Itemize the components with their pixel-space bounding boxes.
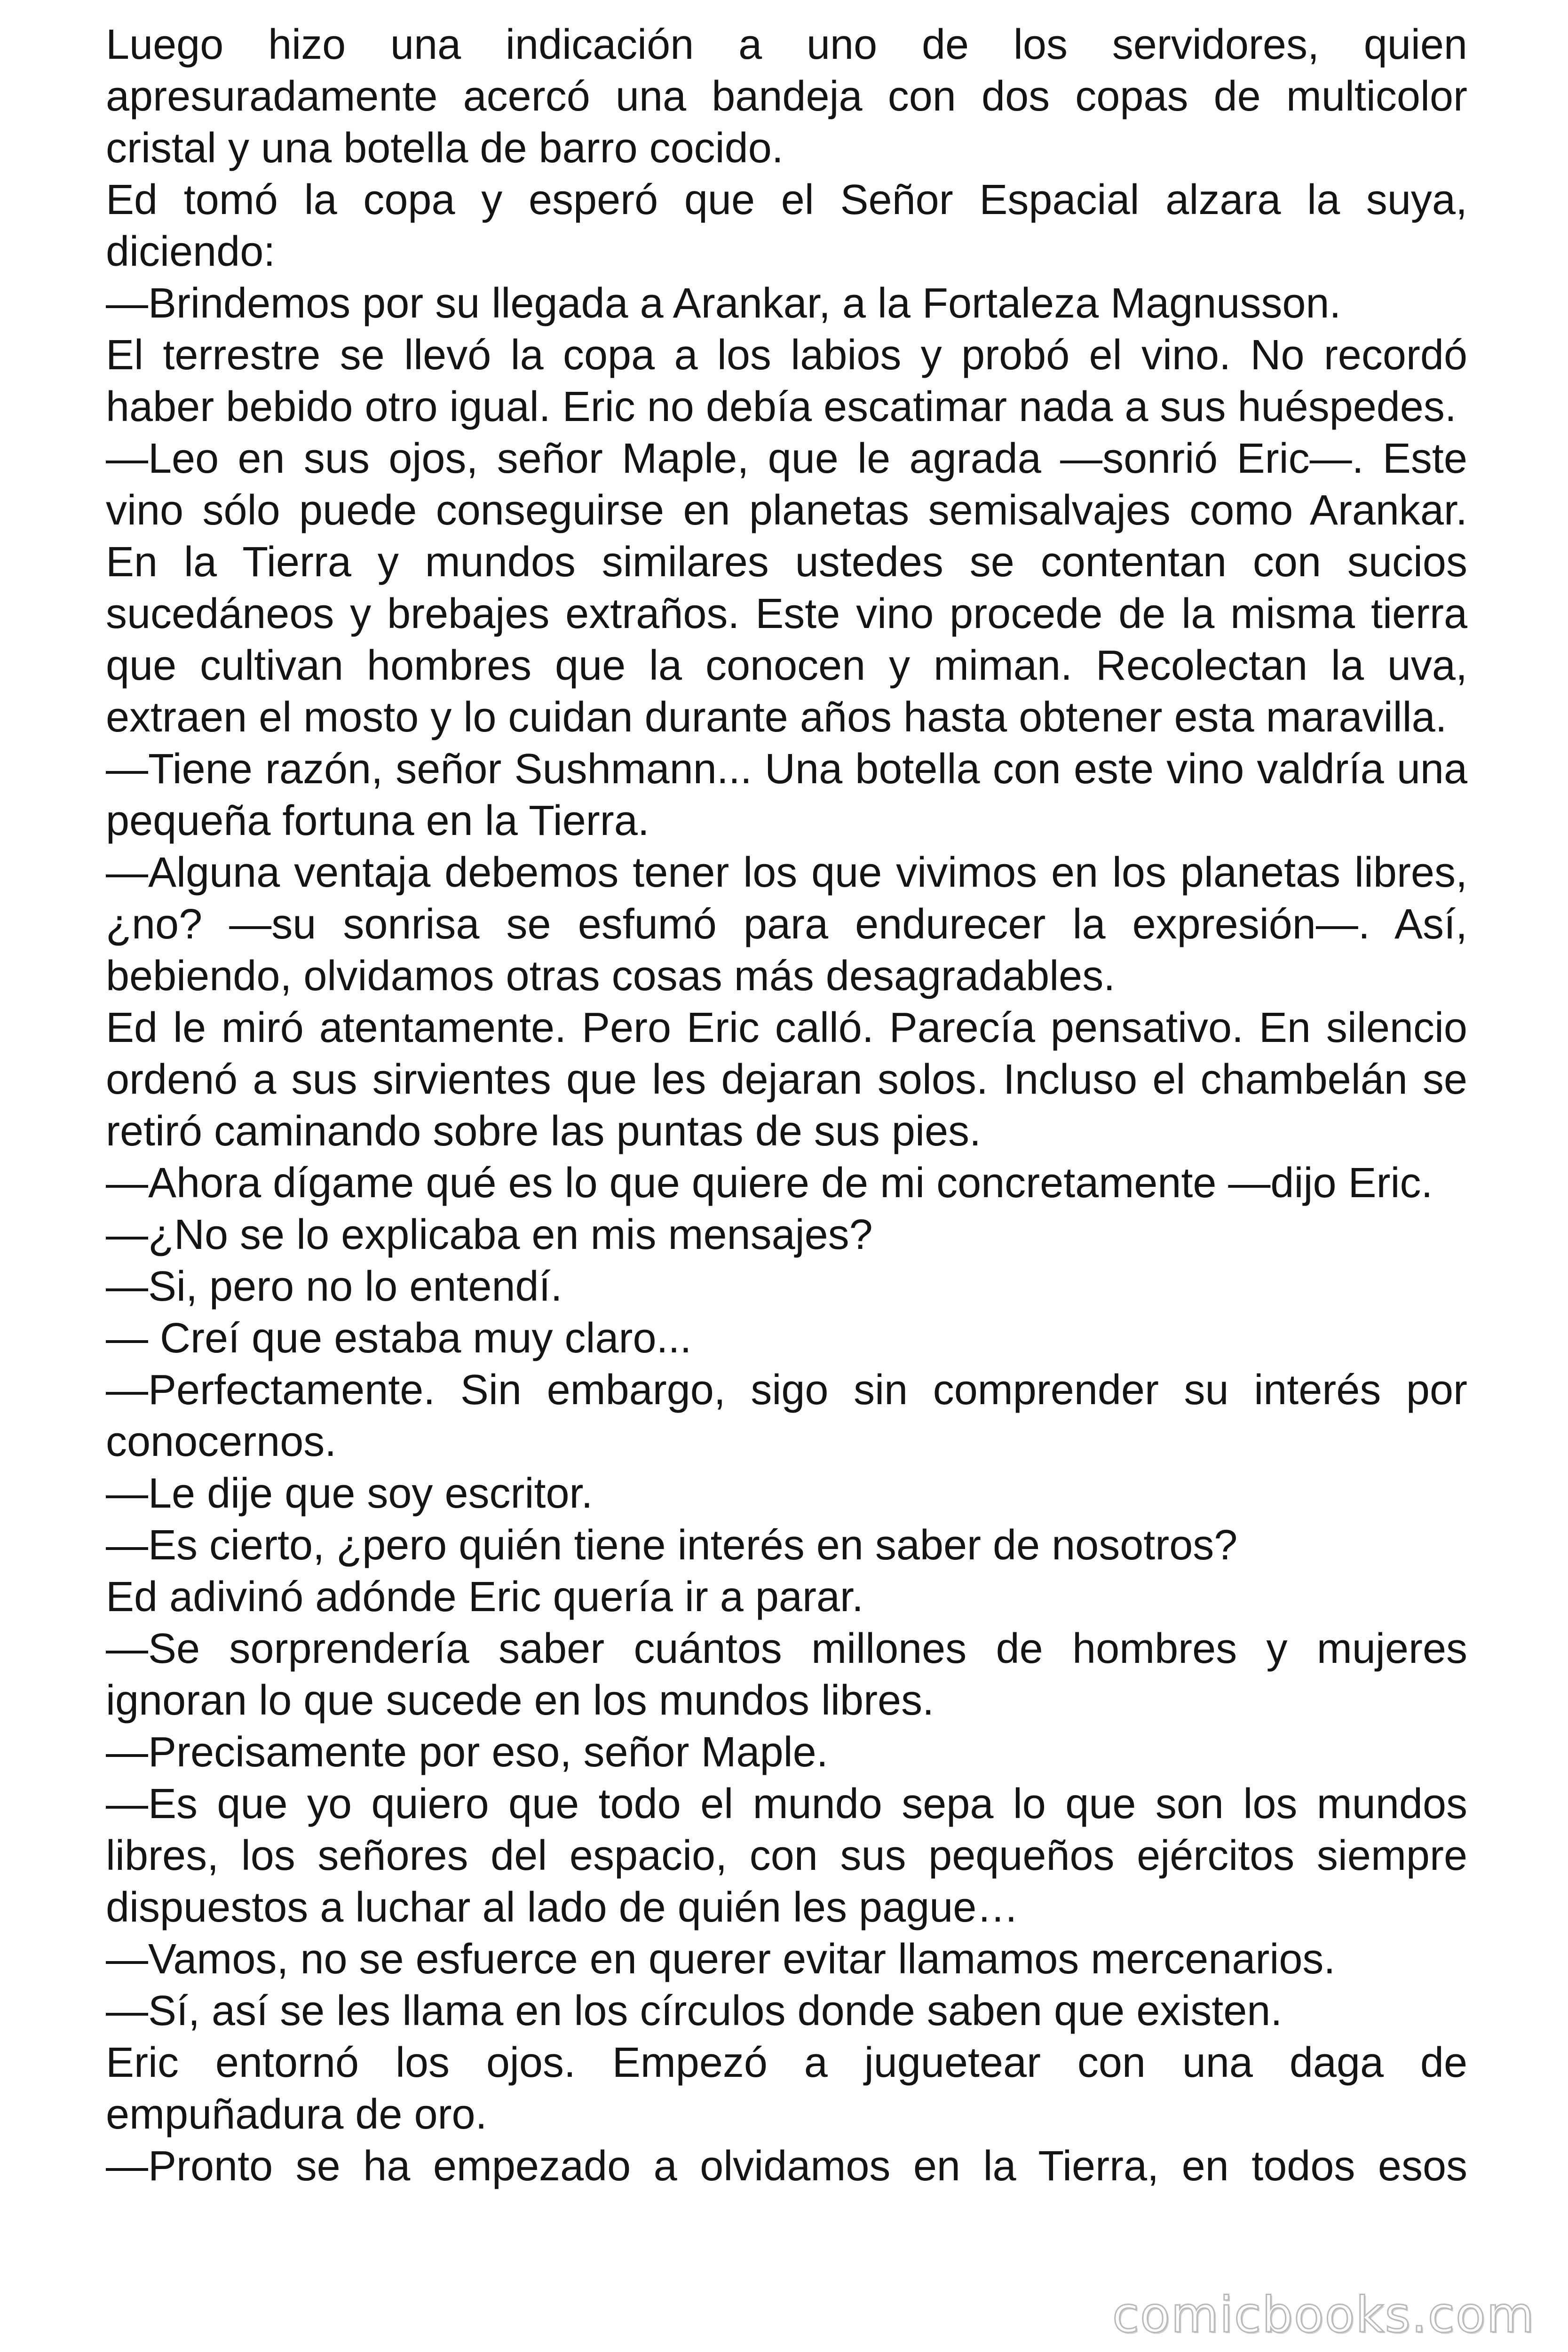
paragraph: Ed le miró atentamente. Pero Eric calló. Parecía pensativo. En silencio ordenó a sus sirvientes que les dejaran solos. Incluso el chambelán se retiró caminando sobre las puntas de sus pies. xyxy=(106,1004,1467,1155)
paragraph: —Ahora dígame qué es lo que quiere de mi concretamente —dijo Eric. xyxy=(106,1160,1433,1207)
paragraph: Ed tomó la copa y esperó que el Señor Espacial alzara la suya, diciendo: xyxy=(106,176,1467,275)
paragraph: —Vamos, no se esfuerce en querer evitar llamamos mercenarios. xyxy=(106,1936,1336,1983)
paragraph: —Le dije que soy escritor. xyxy=(106,1470,593,1517)
paragraph: Ed adivinó adónde Eric quería ir a parar. xyxy=(106,1573,863,1621)
paragraph: —Precisamente por eso, señor Maple. xyxy=(106,1729,828,1776)
paragraph: —Brindemos por su llegada a Arankar, a la Fortaleza Magnusson. xyxy=(106,280,1341,327)
paragraph: —Es que yo quiero que todo el mundo sepa lo que son los mundos libres, los señores del espacio, con sus pequeños ejércitos siempre dispuestos a luchar al lado de quién les pague… xyxy=(106,1780,1467,1931)
paragraph: —Si, pero no lo entendí. xyxy=(106,1263,562,1310)
paragraph: —Es cierto, ¿pero quién tiene interés en saber de nosotros? xyxy=(106,1522,1238,1569)
paragraph: El terrestre se llevó la copa a los labios y probó el vino. No recordó haber bebido otro igual. Eric no debía escatimar nada a sus huéspedes. xyxy=(106,332,1467,430)
page-text xyxy=(106,19,1467,2192)
paragraph: —Perfectamente. Sin embargo, sigo sin comprender su interés por conocernos. xyxy=(106,1367,1467,1465)
paragraph: Eric entornó los ojos. Empezó a juguetear con una daga de empuñadura de oro. xyxy=(106,2039,1467,2138)
watermark: comicbooks.com xyxy=(1112,2286,1535,2344)
paragraph: —Se sorprendería saber cuántos millones de hombres y mujeres ignoran lo que sucede en los mundos libres. xyxy=(106,1625,1467,1724)
paragraph: —¿No se lo explicaba en mis mensajes? xyxy=(106,1211,873,1258)
paragraph: —Leo en sus ojos, señor Maple, que le agrada —sonrió Eric—. Este vino sólo puede conseguirse en planetas semisalvajes como Arankar. En la Tierra y mundos similares ustedes se contentan con sucios sucedáneos y brebajes extraños. Este vino procede de la misma tierra que cultivan hombres que la conocen y miman. Recolectan la uva, extraen el mosto y lo cuidan durante años hasta obtener esta maravilla. xyxy=(106,435,1467,741)
paragraph-continued: —Pronto se ha empezado a olvidamos en la Tierra, en todos esos xyxy=(106,2143,1467,2190)
paragraph: —Sí, así se les llama en los círculos donde saben que existen. xyxy=(106,1987,1283,2034)
paragraph: — Creí que estaba muy claro... xyxy=(106,1315,692,1362)
paragraph: Luego hizo una indicación a uno de los servidores, quien apresuradamente acercó una bandeja con dos copas de multicolor cristal y una botella de barro cocido. xyxy=(106,21,1467,172)
paragraph: —Alguna ventaja debemos tener los que vivimos en los planetas libres, ¿no? —su sonrisa se esfumó para endurecer la expresión—. Así, bebiendo, olvidamos otras cosas más desagradables. xyxy=(106,849,1467,1000)
paragraph: —Tiene razón, señor Sushmann... Una botella con este vino valdría una pequeña fortuna en la Tierra. xyxy=(106,746,1467,844)
